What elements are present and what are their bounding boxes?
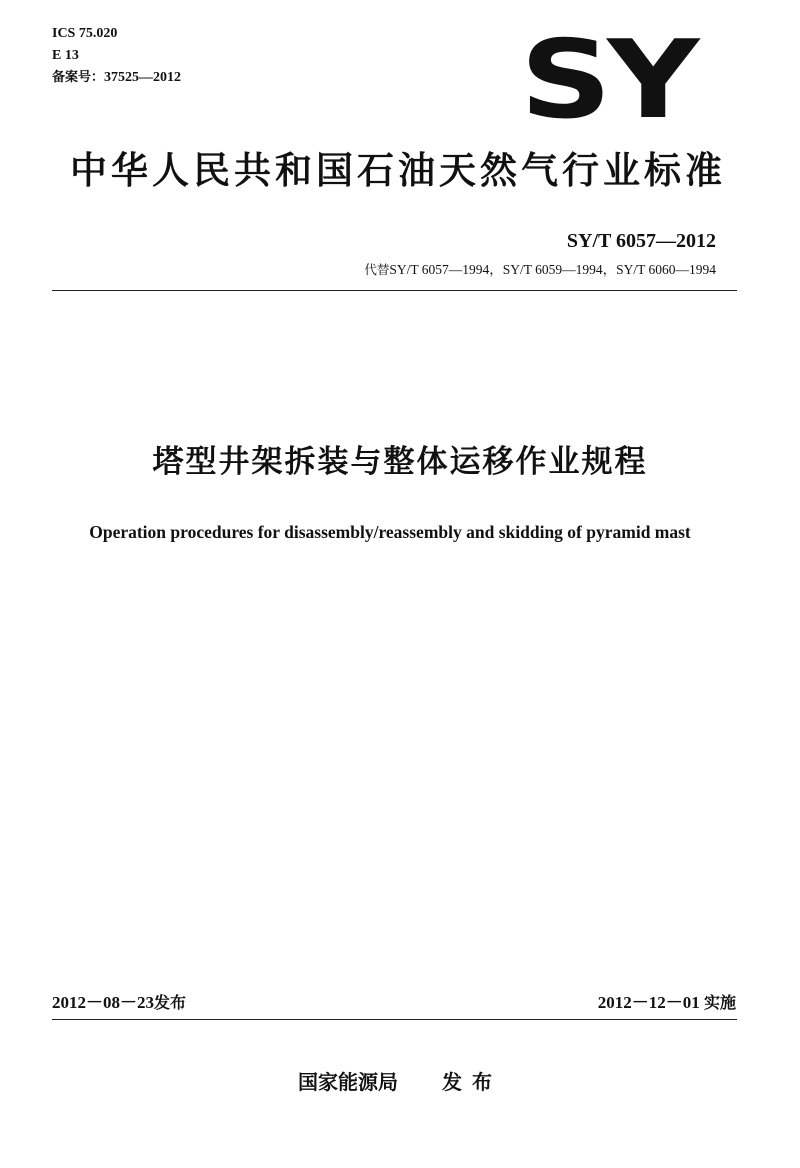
issue-date-value: 2012－08－23 [52, 993, 154, 1012]
filing-number-value: 37525—2012 [104, 70, 182, 85]
document-title-english: Operation procedures for disassembly/reassembly and skidding of pyramid mast [89, 522, 691, 542]
standard-code: SY/T 6057—2012 [566, 230, 716, 252]
industry-standard-title: 中华人民共和国石油天然气行业标准 [70, 149, 726, 192]
replaces-label: 代替 [364, 262, 390, 277]
issue-date [52, 988, 186, 1013]
sy-logo: SY [520, 18, 695, 143]
ics-code: ICS 75.020 [52, 26, 118, 41]
replaces-standards [364, 258, 716, 278]
footer-divider [52, 1019, 737, 1020]
implementation-date-label: 实施 [703, 993, 736, 1012]
implementation-date [598, 988, 736, 1013]
publisher-action: 发布 [442, 1070, 502, 1094]
publisher [0, 1066, 800, 1095]
filing-number-label: 备案号： [52, 70, 105, 85]
publisher-name: 国家能源局 [298, 1070, 398, 1094]
implementation-date-value: 2012－12－01 [597, 993, 700, 1012]
filing-number [52, 70, 181, 86]
header-divider [52, 290, 737, 291]
replaces-list: SY/T 6057—1994，SY/T 6059—1994，SY/T 6060—1994 [389, 262, 716, 277]
document-title-chinese: 塔型井架拆装与整体运移作业规程 [152, 444, 648, 480]
issue-date-label: 发布 [154, 993, 187, 1012]
ccs-code: E 13 [52, 48, 79, 63]
